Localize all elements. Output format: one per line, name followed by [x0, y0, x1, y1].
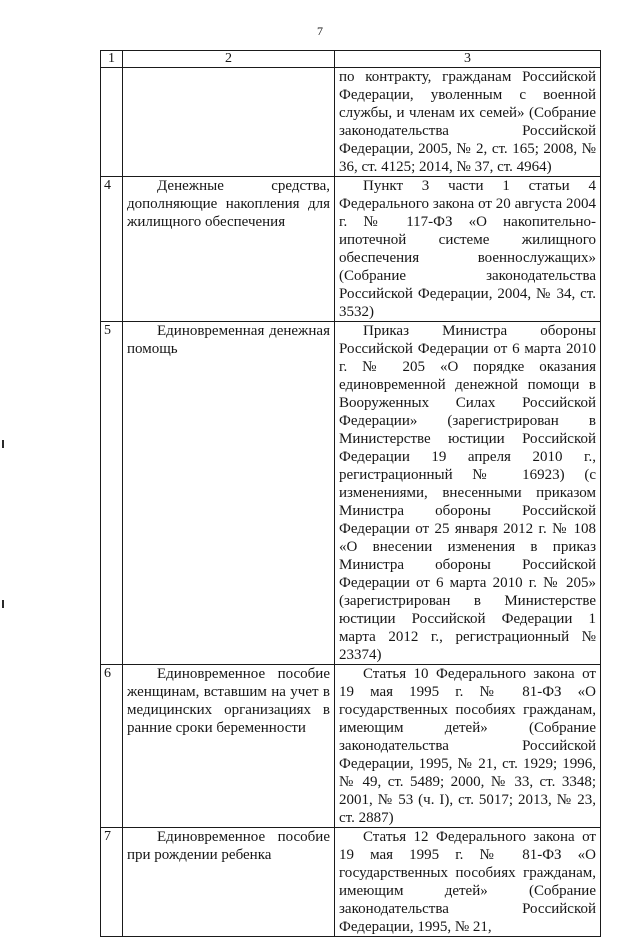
legal-basis: Приказ Министра обороны Российской Федерации от 6 марта 2010 г. № 205 «О порядке оказания единовременной денежной помощи в Вооруженных Силах Российской Федерации» (зарегистрирован в Министерстве юстиции Российской Федерации 19 апреля 2010 г., регистрационный № 16923) (с изменениями, внесенными приказом Министра обороны Российской Федерации от 25 января 2012 г. № 108 «О внесении изменения в приказ Министра обороны Российской Федерации от 6 марта 2010 г. № 205» (зарегистрирован в Министерстве юстиции Российской Федерации 1 марта 2012 г., регистрационный № 23374) — [335, 322, 601, 665]
row-number: 7 — [101, 828, 123, 937]
benefits-table — [100, 50, 601, 937]
benefit-name — [123, 68, 335, 177]
scan-artifact — [2, 440, 4, 448]
legal-basis: Пункт 3 части 1 статьи 4 Федерального закона от 20 августа 2004 г. № 117-ФЗ «О накопительно-ипотечной системе жилищного обеспечения военнослужащих» (Собрание законодательства Российской Федерации, 2004, № 34, ст. 3532) — [335, 177, 601, 322]
table-row — [101, 322, 601, 665]
column-header: 2 — [123, 51, 335, 68]
table-row — [101, 68, 601, 177]
table-header-row — [101, 51, 601, 68]
row-number: 5 — [101, 322, 123, 665]
benefit-name: Денежные средства, дополняющие накопления для жилищного обеспечения — [123, 177, 335, 322]
row-number: 6 — [101, 665, 123, 828]
benefit-name: Единовременное пособие женщинам, вставшим на учет в медицинских организациях в ранние сроки беременности — [123, 665, 335, 828]
column-header: 1 — [101, 51, 123, 68]
column-header: 3 — [335, 51, 601, 68]
page-number: 7 — [317, 24, 323, 38]
legal-basis: Статья 10 Федерального закона от 19 мая 1995 г. № 81-ФЗ «О государственных пособиях гражданам, имеющим детей» (Собрание законодательства Российской Федерации, 1995, № 21, ст. 1929; 1996, № 49, ст. 5489; 2000, № 33, ст. 3348; 2001, № 53 (ч. I), ст. 5017; 2013, № 23, ст. 2887) — [335, 665, 601, 828]
benefit-name: Единовременное пособие при рождении ребенка — [123, 828, 335, 937]
benefit-name: Единовременная денежная помощь — [123, 322, 335, 665]
legal-basis: по контракту, гражданам Российской Федерации, уволенным с военной службы, и членам их семей» (Собрание законодательства Российской Федерации, 2005, № 2, ст. 165; 2008, № 36, ст. 4125; 2014, № 37, ст. 4964) — [335, 68, 601, 177]
legal-basis: Статья 12 Федерального закона от 19 мая 1995 г. № 81-ФЗ «О государственных пособиях гражданам, имеющим детей» (Собрание законодательства Российской Федерации, 1995, № 21, — [335, 828, 601, 937]
table-row — [101, 828, 601, 937]
scan-artifact — [2, 600, 4, 608]
row-number: 4 — [101, 177, 123, 322]
table-row — [101, 177, 601, 322]
row-number — [101, 68, 123, 177]
table-row — [101, 665, 601, 828]
